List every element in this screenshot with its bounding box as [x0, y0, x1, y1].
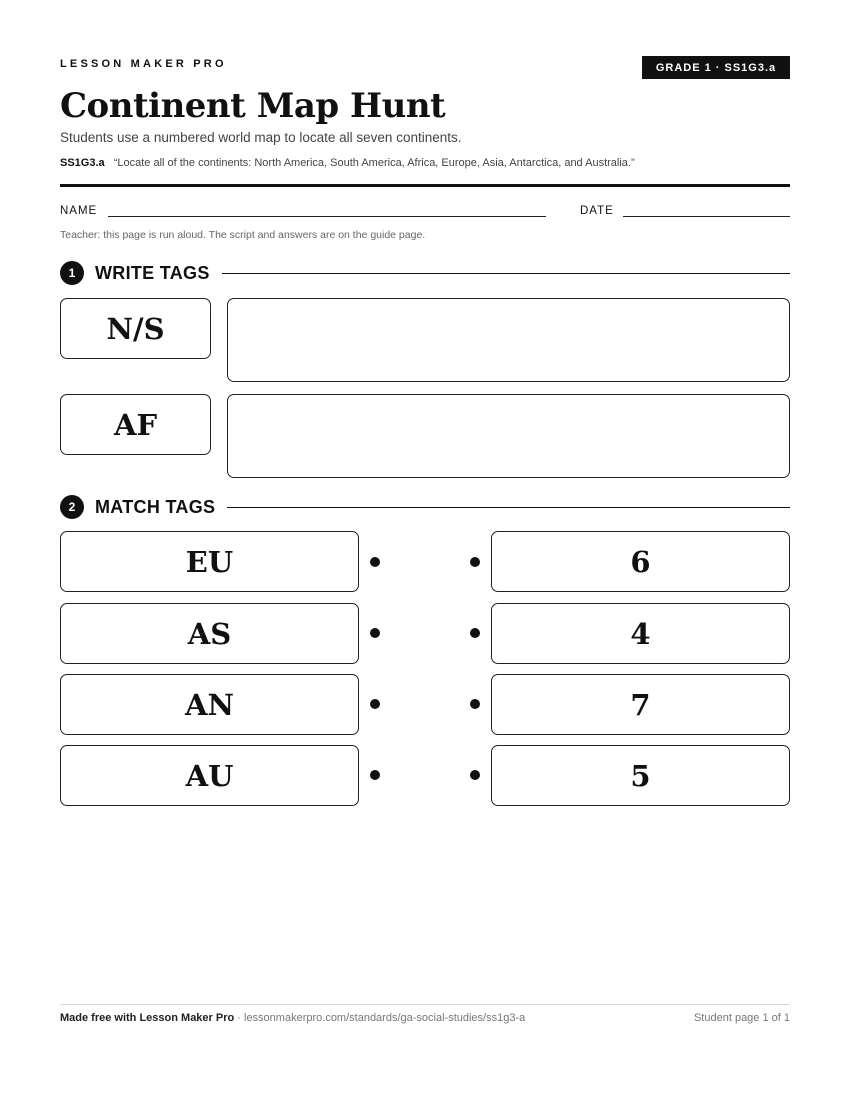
match-right-number: 4 — [491, 603, 790, 664]
write-answer-box[interactable] — [227, 394, 790, 478]
match-right-number: 7 — [491, 674, 790, 735]
section-divider — [227, 507, 790, 508]
match-left-tag: AN — [60, 674, 359, 735]
page-title: Continent Map Hunt — [60, 86, 446, 126]
footer-made-by: Made free with Lesson Maker Pro — [60, 1012, 235, 1024]
write-tag-label: N/S — [60, 298, 211, 359]
match-tags-header — [60, 495, 790, 519]
write-tags-header — [60, 261, 790, 285]
section-divider — [222, 273, 790, 274]
footer-url[interactable]: lessonmakerpro.com/standards/ga-social-studies/ss1g3-a — [244, 1012, 526, 1024]
footer-separator: · — [234, 1012, 244, 1024]
match-right-dot[interactable] — [470, 770, 480, 780]
match-left-tag: EU — [60, 531, 359, 592]
section-title: WRITE TAGS — [95, 262, 210, 283]
standard-code: SS1G3.a — [60, 157, 105, 169]
match-left-tag: AS — [60, 603, 359, 664]
match-left-dot[interactable] — [370, 628, 380, 638]
match-right-dot[interactable] — [470, 557, 480, 567]
date-field[interactable] — [623, 216, 790, 217]
footer-credit — [60, 1012, 525, 1024]
standard-text: “Locate all of the continents: North America, South America, Africa, Europe, Asia, Antarctica, and Australia.” — [113, 157, 635, 169]
section-number-badge: 2 — [60, 495, 84, 519]
match-left-dot[interactable] — [370, 557, 380, 567]
brand-name: LESSON MAKER PRO — [60, 58, 227, 70]
match-right-dot[interactable] — [470, 628, 480, 638]
footer-divider — [60, 1004, 790, 1005]
write-answer-box[interactable] — [227, 298, 790, 382]
match-left-dot[interactable] — [370, 770, 380, 780]
match-right-number: 6 — [491, 531, 790, 592]
header-divider — [60, 184, 790, 187]
standard-description — [60, 157, 635, 169]
teacher-note: Teacher: this page is run aloud. The script and answers are on the guide page. — [60, 229, 426, 241]
footer-page-number: Student page 1 of 1 — [693, 1012, 790, 1024]
section-title: MATCH TAGS — [95, 496, 216, 517]
match-right-number: 5 — [491, 745, 790, 806]
grade-standard-badge: GRADE 1 · SS1G3.a — [642, 56, 790, 79]
name-field[interactable] — [108, 216, 546, 217]
section-number-badge: 1 — [60, 261, 84, 285]
match-left-dot[interactable] — [370, 699, 380, 709]
match-right-dot[interactable] — [470, 699, 480, 709]
match-left-tag: AU — [60, 745, 359, 806]
name-label: NAME — [60, 205, 98, 217]
write-tag-label: AF — [60, 394, 211, 455]
page-subtitle: Students use a numbered world map to locate all seven continents. — [60, 130, 462, 145]
date-label: DATE — [580, 205, 614, 217]
